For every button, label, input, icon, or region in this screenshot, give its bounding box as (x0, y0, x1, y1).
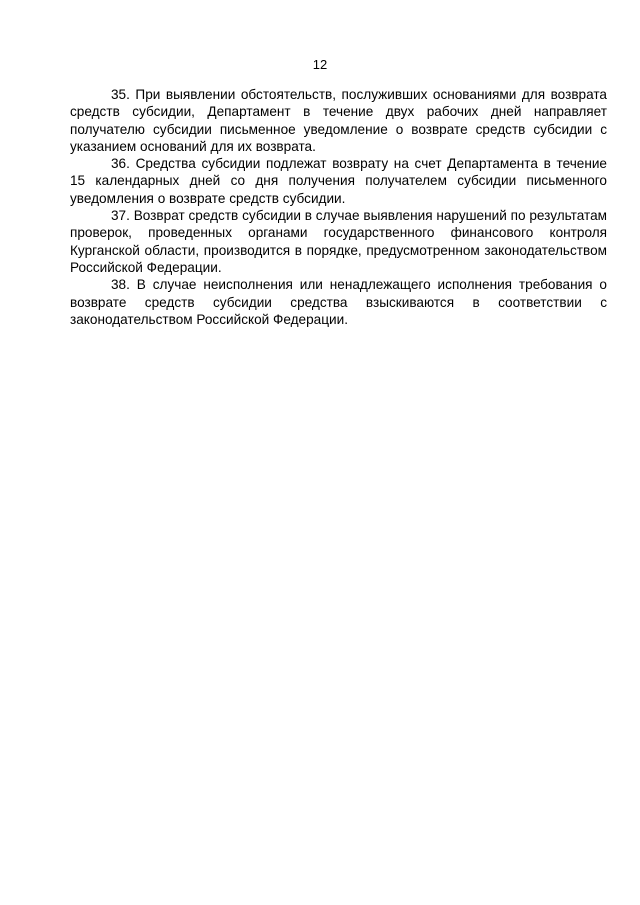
document-body (70, 86, 607, 328)
paragraph-35: 35. При выявлении обстоятельств, послуживших основаниями для возврата средств субсидии, Департамент в течение двух рабочих дней направляет получателю субсидии письменное уведомление о возврате средств субсидии с указанием оснований для их возврата. (70, 87, 607, 154)
paragraph-36: 36. Средства субсидии подлежат возврату на счет Департамента в течение 15 календарных дней со дня получения получателем субсидии письменного уведомления о возврате средств субсидии. (70, 156, 607, 206)
paragraph-38: 38. В случае неисполнения или ненадлежащего исполнения требования о возврате средств субсидии средства взыскиваются в соответствии с законодательством Российской Федерации. (70, 277, 607, 327)
paragraph-37: 37. Возврат средств субсидии в случае выявления нарушений по результатам проверок, проведенных органами государственного финансового контроля Курганской области, производится в порядке, предусмотренном законодательством Российской Федерации. (70, 208, 607, 275)
page-number: 12 (312, 57, 328, 72)
